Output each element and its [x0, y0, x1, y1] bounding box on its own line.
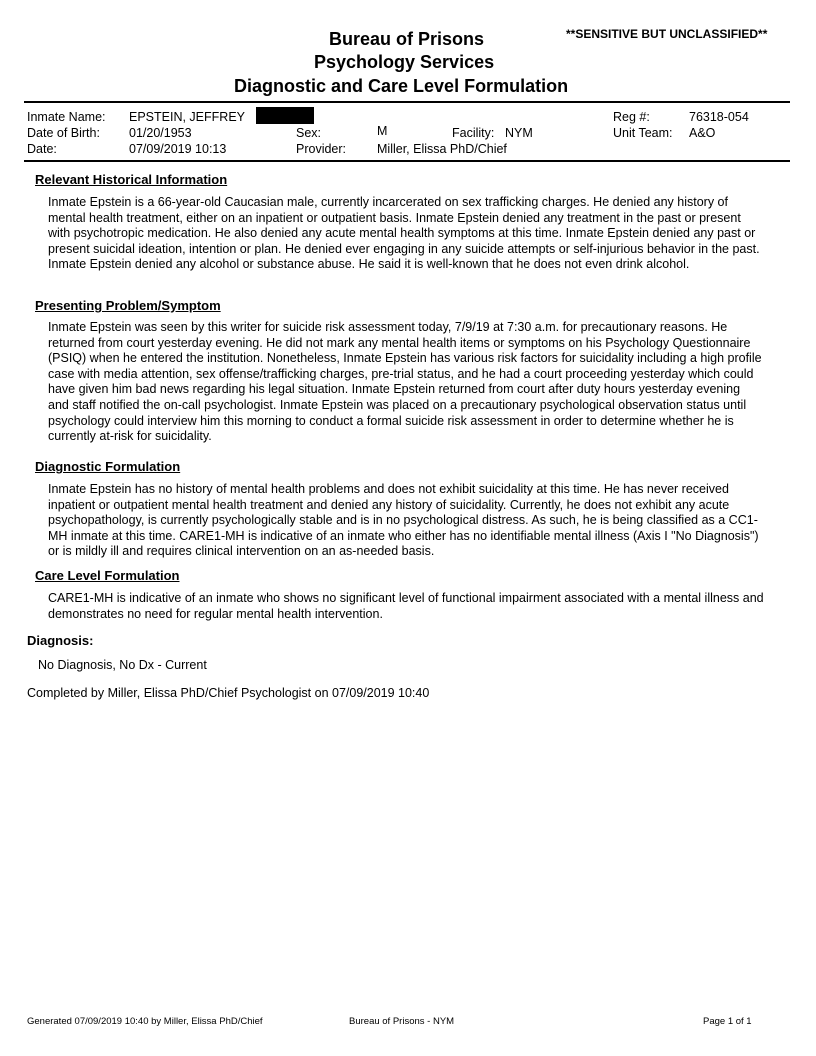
section-heading-presenting: Presenting Problem/Symptom: [35, 298, 221, 313]
provider-label: Provider:: [296, 142, 347, 156]
inmate-name-value: EPSTEIN, JEFFREY: [129, 110, 245, 124]
section-heading-care-level: Care Level Formulation: [35, 568, 180, 583]
header-top-rule: [24, 101, 790, 103]
classification-banner: **SENSITIVE BUT UNCLASSIFIED**: [566, 27, 768, 41]
facility-label: Facility:: [452, 126, 495, 140]
section-heading-historical: Relevant Historical Information: [35, 172, 228, 187]
inmate-name-label: Inmate Name:: [27, 110, 106, 124]
date-label: Date:: [27, 142, 57, 156]
reg-label: Reg #:: [613, 110, 650, 124]
unit-team-value: A&O: [689, 126, 716, 140]
title-bureau: Bureau of Prisons: [329, 29, 485, 49]
header-bottom-rule: [24, 160, 790, 162]
title-formulation: Diagnostic and Care Level Formulation: [234, 76, 569, 96]
section-body-diagnostic: Inmate Epstein has no history of mental health problems and does not exhibit suicidality at this time. He has never received inpatient or outpatient mental health treatment and denied any history of suicidality. Currently, he does not exhibit any acute psychopathology, is currently psychologically stable and is in no psychological distress. As such, he is being classified as a CC1-MH inmate at this time. CARE1-MH is indicative of an inmate who either has no identifiable mental illness (Axis I "No Diagnosis") or is mildly ill and requires clinical intervention on an as-needed basis.: [48, 482, 759, 559]
dob-label: Date of Birth:: [27, 126, 100, 140]
section-heading-diagnostic: Diagnostic Formulation: [35, 459, 181, 474]
diagnosis-value: No Diagnosis, No Dx - Current: [38, 658, 207, 672]
section-body-historical: Inmate Epstein is a 66-year-old Caucasian male, currently incarcerated on sex trafficking charges. He denied any history of mental health treatment, either on an inpatient or outpatient basis. Inmate Epstein denied any treatment in the past or present with psychotropic medication. He also denied any acute mental health symptoms at this time. Inmate Epstein denied any past or present suicidal ideation, intention or plan. He denied ever engaging in any suicide attempts or self-injurious behavior in the past. Inmate Epstein denied any alcohol or substance abuse. He said it is well-known that he does not even drink alcohol.: [48, 195, 760, 272]
unit-team-label: Unit Team:: [613, 126, 673, 140]
completed-by: Completed by Miller, Elissa PhD/Chief Psychologist on 07/09/2019 10:40: [27, 686, 430, 700]
footer-generated: Generated 07/09/2019 10:40 by Miller, Elissa PhD/Chief: [27, 1016, 263, 1027]
facility-value: NYM: [505, 126, 533, 140]
sex-value: M: [377, 124, 388, 138]
footer-page-number: Page 1 of 1: [703, 1016, 752, 1027]
date-value: 07/09/2019 10:13: [129, 142, 227, 156]
reg-value: 76318-054: [689, 110, 749, 124]
title-psychology-services: Psychology Services: [314, 52, 495, 72]
sex-label: Sex:: [296, 126, 322, 140]
section-body-presenting: Inmate Epstein was seen by this writer for suicide risk assessment today, 7/9/19 at 7:30 a.m. for precautionary reasons. He returned from court yesterday evening. He did not mark any mental health items or symptoms on his Psychology Questionnaire (PSIQ) when he entered the institution. Nonetheless, Inmate Epstein has various risk factors for suicidality including a high profile case with media attention, sex offense/trafficking charges, pre-trial status, and he had a court proceeding yesterday which could have given him bad news regarding his legal situation. Inmate Epstein returned from court after duty hours yesterday evening and staff notified the on-call psychologist. Inmate Epstein was placed on a precautionary psychological observation status until psychology could interview him this morning to conduct a formal suicide risk assessment in order to determine whether he is currently at-risk for suicidality.: [48, 320, 762, 444]
dob-value: 01/20/1953: [129, 126, 192, 140]
footer-location: Bureau of Prisons - NYM: [349, 1016, 455, 1027]
redaction-box: [256, 107, 314, 124]
diagnosis-label: Diagnosis:: [27, 633, 94, 648]
section-body-care-level: CARE1-MH is indicative of an inmate who shows no significant level of functional impairment associated with a mental illness and demonstrates no need for regular mental health intervention.: [48, 591, 764, 621]
provider-value: Miller, Elissa PhD/Chief: [377, 142, 507, 156]
